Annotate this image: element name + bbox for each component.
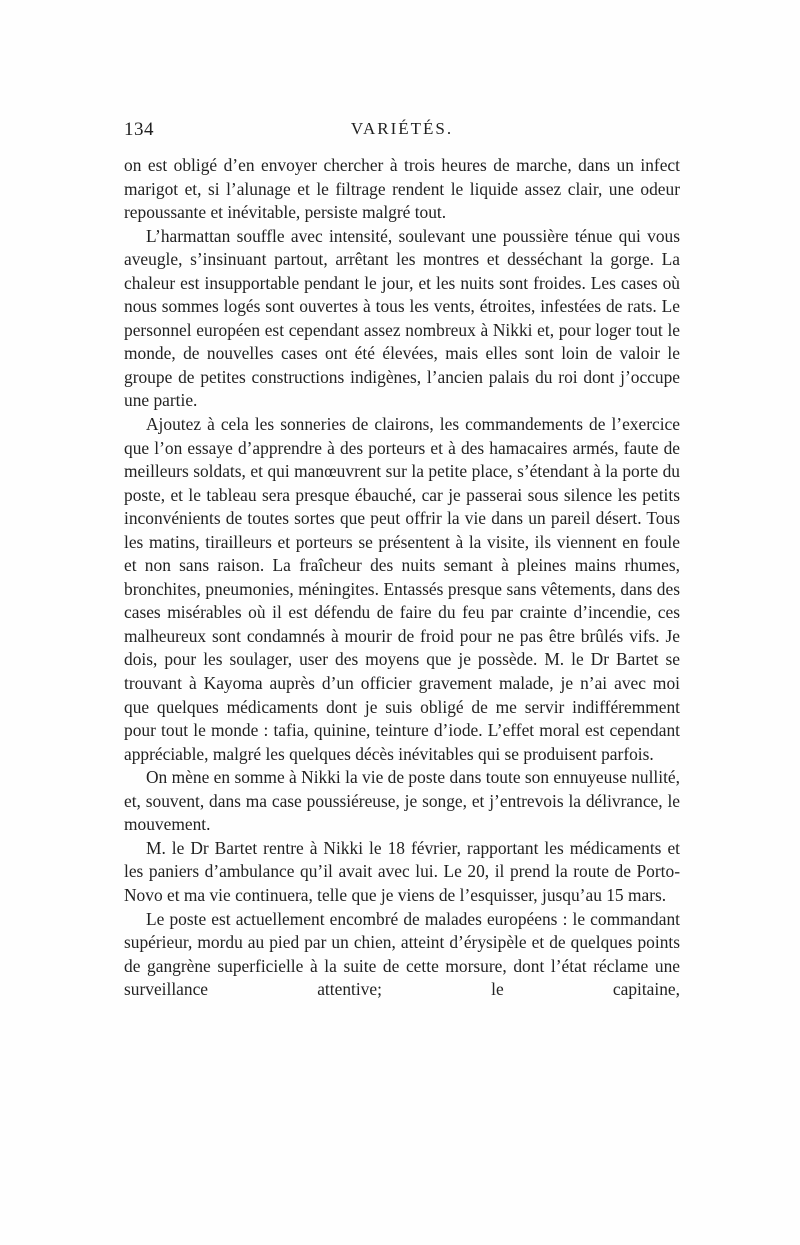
body-text bbox=[124, 154, 680, 1002]
paragraph-4: On mène en somme à Nikki la vie de poste dans toute son ennuyeuse nullité, et, souvent, dans ma case poussiéreuse, je songe, et j’entrevois la délivrance, le mouvement. bbox=[124, 767, 680, 835]
page-number: 134 bbox=[124, 119, 154, 140]
paragraph-2: L’harmattan souffle avec intensité, soulevant une poussière ténue qui vous aveugle, s’insinuant partout, arrêtant les montres et desséchant la gorge. La chaleur est insupportable pendant le jour, et les nuits sont froides. Les cases où nous sommes logés sont ouvertes à tous les vents, étroites, infestées de rats. Le personnel européen est cependant assez nombreux à Nikki et, pour loger tout le monde, de nouvelles cases ont été élevées, mais elles sont loin de valoir le groupe de petites constructions indigènes, l’ancien palais du roi dont j’occupe une partie. bbox=[124, 225, 680, 411]
paragraph-3: Ajoutez à cela les sonneries de clairons, les commandements de l’exercice que l’on essaye d’apprendre à des porteurs et à des hamacaires armés, faute de meilleurs soldats, et qui manœuvrent sur la petite place, s’étendant à la porte du poste, et le tableau sera presque ébauché, car je passerai sous silence les petits inconvénients de toutes sortes que peut offrir la vie dans un pareil désert. Tous les matins, tirailleurs et porteurs se présentent à la visite, ils viennent en foule et non sans raison. La fraîcheur des nuits semant à pleines mains rhumes, bronchites, pneumonies, méningites. Entassés presque sans vêtements, dans des cases misérables où il est défendu de faire du feu par crainte d’incendie, ces malheureux sont condamnés à mourir de froid pour ne pas être brûlés vifs. Je dois, pour les soulager, user des moyens que je possède. M. le Dr Bartet se trouvant à Kayoma auprès d’un officier gravement malade, je n’ai avec moi que quelques médicaments dont je suis obligé de me servir indifféremment pour tout le monde : tafia, quinine, teinture d’iode. L’effet moral est cependant appréciable, malgré les quelques décès inévitables qui se produisent parfois. bbox=[124, 414, 680, 764]
page-header bbox=[124, 119, 680, 145]
running-head: VARIÉTÉS. bbox=[350, 119, 454, 138]
paragraph-1: on est obligé d’en envoyer chercher à trois heures de marche, dans un infect marigot et, si l’alunage et le filtrage rendent le liquide assez clair, une odeur repoussante et inévitable, persiste malgré tout. bbox=[124, 155, 680, 223]
paragraph-5: M. le Dr Bartet rentre à Nikki le 18 février, rapportant les médicaments et les paniers d’ambulance qu’il avait avec lui. Le 20, il prend la route de Porto-Novo et ma vie continuera, telle que je viens de l’esquisser, jusqu’au 15 mars. bbox=[124, 837, 680, 905]
paragraph-6: Le poste est actuellement encombré de malades européens : le commandant supérieur, mordu au pied par un chien, atteint d’érysipèle et de quelques points de gangrène superficielle à la suite de cette morsure, dont l’état réclame une surveillance attentive; le capitaine, bbox=[124, 908, 680, 1000]
